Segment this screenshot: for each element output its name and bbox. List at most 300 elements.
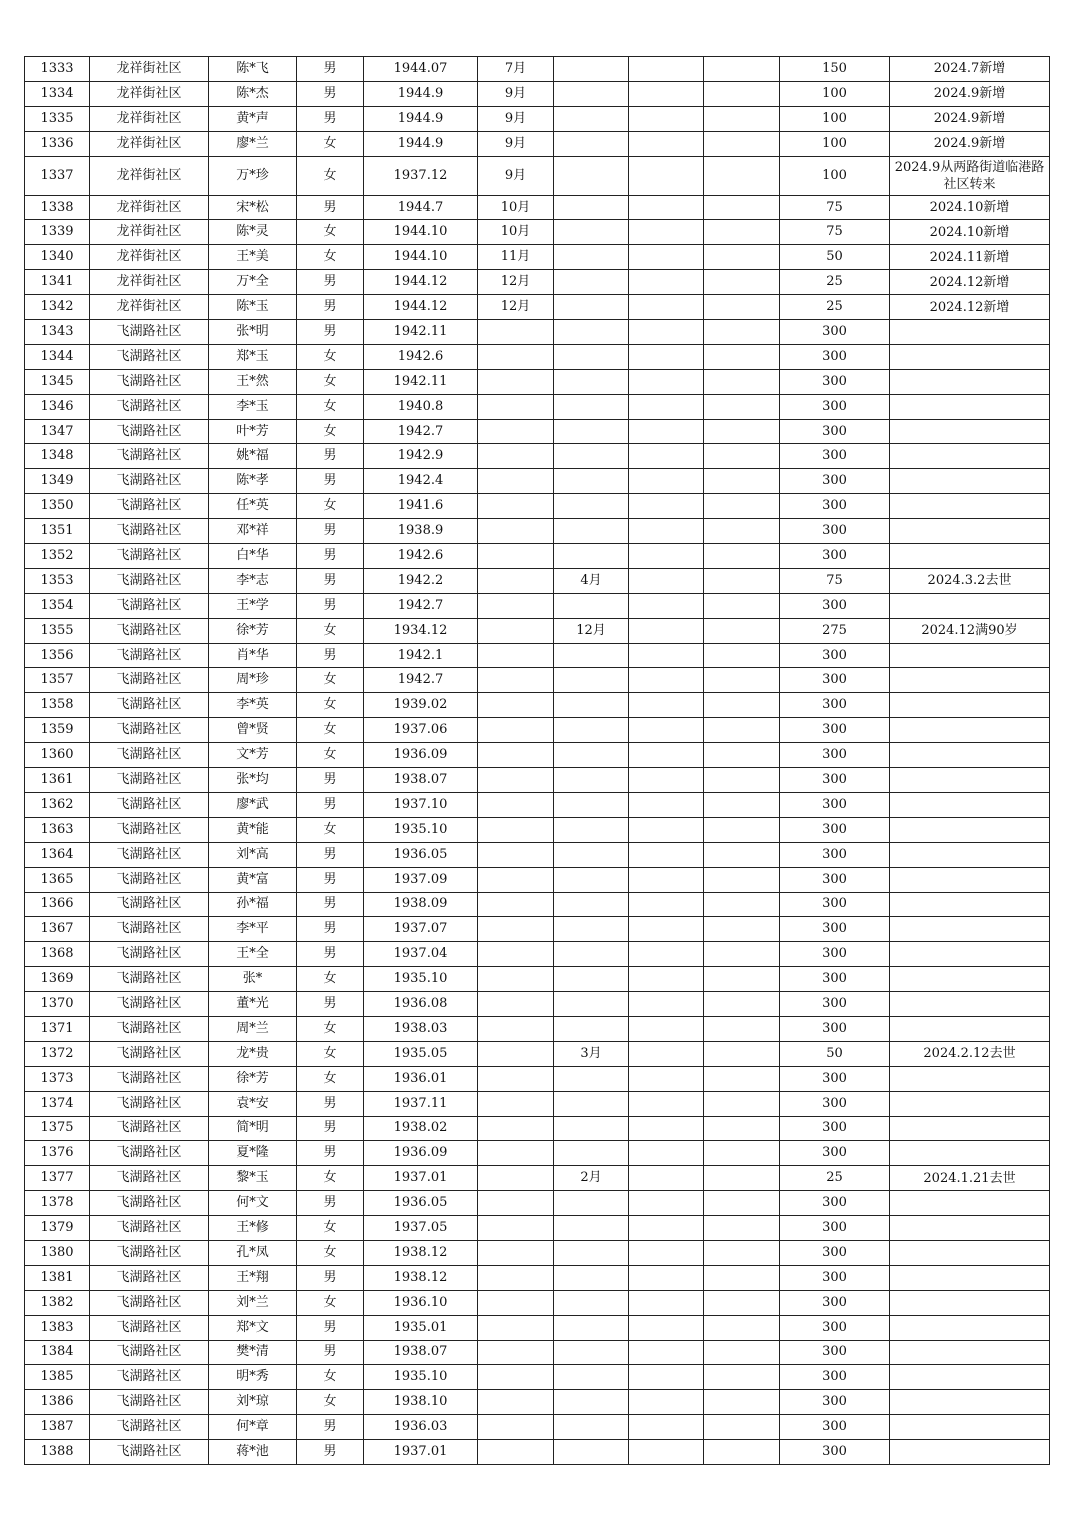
blank-cell-b <box>704 1041 780 1066</box>
end-month-cell <box>554 369 629 394</box>
blank-cell-b <box>704 643 780 668</box>
remark-cell <box>890 1290 1050 1315</box>
serial-number-cell: 1375 <box>25 1116 90 1141</box>
remark-cell <box>890 1265 1050 1290</box>
community-cell: 龙祥街社区 <box>90 220 209 245</box>
start-month-cell <box>478 643 554 668</box>
end-month-cell <box>554 768 629 793</box>
table-row <box>25 1091 1050 1116</box>
table-row <box>25 156 1050 195</box>
blank-cell-b <box>704 817 780 842</box>
remark-cell <box>890 992 1050 1017</box>
blank-cell-b <box>704 1216 780 1241</box>
name-cell: 王*修 <box>209 1216 297 1241</box>
serial-number-cell: 1387 <box>25 1415 90 1440</box>
name-cell: 陈*杰 <box>209 81 297 106</box>
blank-cell-a <box>629 1265 704 1290</box>
subsidy-table <box>24 56 1050 1465</box>
remark-cell <box>890 1415 1050 1440</box>
gender-cell: 女 <box>297 743 364 768</box>
remark-cell <box>890 693 1050 718</box>
community-cell: 龙祥街社区 <box>90 195 209 220</box>
name-cell: 张*均 <box>209 768 297 793</box>
community-cell: 飞湖路社区 <box>90 743 209 768</box>
end-month-cell <box>554 1390 629 1415</box>
table-row <box>25 195 1050 220</box>
gender-cell: 男 <box>297 1265 364 1290</box>
birth-date-cell: 1936.03 <box>364 1415 478 1440</box>
blank-cell-b <box>704 842 780 867</box>
start-month-cell <box>478 1166 554 1191</box>
gender-cell: 女 <box>297 1066 364 1091</box>
birth-date-cell: 1942.7 <box>364 668 478 693</box>
community-cell: 飞湖路社区 <box>90 643 209 668</box>
gender-cell: 男 <box>297 842 364 867</box>
table-row <box>25 1191 1050 1216</box>
gender-cell: 女 <box>297 1216 364 1241</box>
community-cell: 飞湖路社区 <box>90 1216 209 1241</box>
blank-cell-a <box>629 1141 704 1166</box>
start-month-cell <box>478 1390 554 1415</box>
name-cell: 肖*华 <box>209 643 297 668</box>
table-row <box>25 618 1050 643</box>
community-cell: 飞湖路社区 <box>90 1240 209 1265</box>
gender-cell: 男 <box>297 992 364 1017</box>
remark-cell <box>890 1390 1050 1415</box>
start-month-cell <box>478 1240 554 1265</box>
remark-cell <box>890 792 1050 817</box>
blank-cell-b <box>704 1290 780 1315</box>
end-month-cell <box>554 1315 629 1340</box>
serial-number-cell: 1371 <box>25 1016 90 1041</box>
start-month-cell <box>478 1066 554 1091</box>
blank-cell-a <box>629 419 704 444</box>
name-cell: 王*然 <box>209 369 297 394</box>
blank-cell-b <box>704 568 780 593</box>
birth-date-cell: 1938.09 <box>364 892 478 917</box>
serial-number-cell: 1363 <box>25 817 90 842</box>
end-month-cell <box>554 57 629 82</box>
gender-cell: 女 <box>297 693 364 718</box>
name-cell: 郑*玉 <box>209 344 297 369</box>
serial-number-cell: 1383 <box>25 1315 90 1340</box>
serial-number-cell: 1365 <box>25 867 90 892</box>
start-month-cell <box>478 1340 554 1365</box>
serial-number-cell: 1377 <box>25 1166 90 1191</box>
end-month-cell <box>554 1216 629 1241</box>
blank-cell-b <box>704 618 780 643</box>
blank-cell-a <box>629 1191 704 1216</box>
end-month-cell <box>554 917 629 942</box>
birth-date-cell: 1936.05 <box>364 1191 478 1216</box>
blank-cell-a <box>629 1166 704 1191</box>
start-month-cell <box>478 419 554 444</box>
blank-cell-a <box>629 544 704 569</box>
name-cell: 孙*福 <box>209 892 297 917</box>
serial-number-cell: 1351 <box>25 519 90 544</box>
name-cell: 陈*孝 <box>209 469 297 494</box>
serial-number-cell: 1356 <box>25 643 90 668</box>
start-month-cell: 9月 <box>478 81 554 106</box>
gender-cell: 男 <box>297 792 364 817</box>
serial-number-cell: 1368 <box>25 942 90 967</box>
table-row <box>25 131 1050 156</box>
blank-cell-a <box>629 593 704 618</box>
name-cell: 明*秀 <box>209 1365 297 1390</box>
start-month-cell <box>478 668 554 693</box>
table-row <box>25 57 1050 82</box>
table-row <box>25 1265 1050 1290</box>
table-row <box>25 668 1050 693</box>
serial-number-cell: 1345 <box>25 369 90 394</box>
community-cell: 飞湖路社区 <box>90 1091 209 1116</box>
blank-cell-b <box>704 1091 780 1116</box>
blank-cell-a <box>629 1290 704 1315</box>
end-month-cell <box>554 643 629 668</box>
community-cell: 飞湖路社区 <box>90 444 209 469</box>
remark-cell <box>890 817 1050 842</box>
blank-cell-a <box>629 245 704 270</box>
amount-cell: 300 <box>780 817 890 842</box>
community-cell: 飞湖路社区 <box>90 1041 209 1066</box>
community-cell: 飞湖路社区 <box>90 693 209 718</box>
blank-cell-b <box>704 394 780 419</box>
birth-date-cell: 1937.09 <box>364 867 478 892</box>
amount-cell: 25 <box>780 295 890 320</box>
blank-cell-a <box>629 743 704 768</box>
serial-number-cell: 1355 <box>25 618 90 643</box>
end-month-cell <box>554 270 629 295</box>
amount-cell: 50 <box>780 1041 890 1066</box>
amount-cell: 300 <box>780 369 890 394</box>
blank-cell-b <box>704 419 780 444</box>
end-month-cell <box>554 220 629 245</box>
amount-cell: 100 <box>780 156 890 195</box>
gender-cell: 男 <box>297 768 364 793</box>
birth-date-cell: 1938.12 <box>364 1240 478 1265</box>
start-month-cell <box>478 1091 554 1116</box>
amount-cell: 300 <box>780 419 890 444</box>
name-cell: 曾*贤 <box>209 718 297 743</box>
blank-cell-a <box>629 519 704 544</box>
end-month-cell <box>554 1016 629 1041</box>
blank-cell-b <box>704 1315 780 1340</box>
amount-cell: 300 <box>780 593 890 618</box>
birth-date-cell: 1934.12 <box>364 618 478 643</box>
blank-cell-a <box>629 81 704 106</box>
community-cell: 飞湖路社区 <box>90 544 209 569</box>
birth-date-cell: 1944.07 <box>364 57 478 82</box>
name-cell: 白*华 <box>209 544 297 569</box>
name-cell: 李*英 <box>209 693 297 718</box>
table-row <box>25 494 1050 519</box>
start-month-cell <box>478 320 554 345</box>
birth-date-cell: 1944.10 <box>364 220 478 245</box>
blank-cell-a <box>629 1016 704 1041</box>
amount-cell: 300 <box>780 668 890 693</box>
gender-cell: 女 <box>297 718 364 743</box>
end-month-cell <box>554 668 629 693</box>
community-cell: 飞湖路社区 <box>90 1290 209 1315</box>
gender-cell: 男 <box>297 519 364 544</box>
community-cell: 飞湖路社区 <box>90 942 209 967</box>
start-month-cell <box>478 544 554 569</box>
serial-number-cell: 1338 <box>25 195 90 220</box>
gender-cell: 男 <box>297 195 364 220</box>
community-cell: 飞湖路社区 <box>90 320 209 345</box>
start-month-cell <box>478 917 554 942</box>
table-row <box>25 917 1050 942</box>
amount-cell: 300 <box>780 1415 890 1440</box>
birth-date-cell: 1944.9 <box>364 81 478 106</box>
blank-cell-b <box>704 1191 780 1216</box>
gender-cell: 男 <box>297 1141 364 1166</box>
table-row <box>25 81 1050 106</box>
name-cell: 黄*能 <box>209 817 297 842</box>
serial-number-cell: 1379 <box>25 1216 90 1241</box>
serial-number-cell: 1366 <box>25 892 90 917</box>
start-month-cell <box>478 1216 554 1241</box>
remark-cell <box>890 1216 1050 1241</box>
name-cell: 简*明 <box>209 1116 297 1141</box>
name-cell: 任*英 <box>209 494 297 519</box>
name-cell: 王*全 <box>209 942 297 967</box>
blank-cell-a <box>629 1091 704 1116</box>
birth-date-cell: 1938.07 <box>364 1340 478 1365</box>
name-cell: 郑*文 <box>209 1315 297 1340</box>
table-row <box>25 1216 1050 1241</box>
remark-cell: 2024.3.2去世 <box>890 568 1050 593</box>
start-month-cell <box>478 718 554 743</box>
end-month-cell <box>554 1265 629 1290</box>
gender-cell: 女 <box>297 817 364 842</box>
end-month-cell: 4月 <box>554 568 629 593</box>
name-cell: 何*章 <box>209 1415 297 1440</box>
gender-cell: 男 <box>297 469 364 494</box>
amount-cell: 75 <box>780 195 890 220</box>
community-cell: 飞湖路社区 <box>90 1016 209 1041</box>
gender-cell: 女 <box>297 394 364 419</box>
birth-date-cell: 1935.10 <box>364 817 478 842</box>
end-month-cell: 2月 <box>554 1166 629 1191</box>
end-month-cell <box>554 344 629 369</box>
amount-cell: 300 <box>780 942 890 967</box>
serial-number-cell: 1333 <box>25 57 90 82</box>
birth-date-cell: 1937.07 <box>364 917 478 942</box>
blank-cell-b <box>704 369 780 394</box>
remark-cell <box>890 917 1050 942</box>
blank-cell-b <box>704 245 780 270</box>
blank-cell-b <box>704 1016 780 1041</box>
table-row <box>25 1440 1050 1465</box>
end-month-cell <box>554 1415 629 1440</box>
table-row <box>25 693 1050 718</box>
name-cell: 龙*贵 <box>209 1041 297 1066</box>
end-month-cell <box>554 842 629 867</box>
end-month-cell <box>554 1365 629 1390</box>
amount-cell: 100 <box>780 131 890 156</box>
amount-cell: 100 <box>780 81 890 106</box>
start-month-cell <box>478 1365 554 1390</box>
amount-cell: 300 <box>780 494 890 519</box>
blank-cell-a <box>629 842 704 867</box>
name-cell: 刘*高 <box>209 842 297 867</box>
start-month-cell <box>478 1265 554 1290</box>
birth-date-cell: 1942.4 <box>364 469 478 494</box>
start-month-cell: 7月 <box>478 57 554 82</box>
serial-number-cell: 1385 <box>25 1365 90 1390</box>
blank-cell-a <box>629 131 704 156</box>
remark-cell: 2024.12新增 <box>890 270 1050 295</box>
amount-cell: 300 <box>780 1240 890 1265</box>
blank-cell-b <box>704 469 780 494</box>
gender-cell: 男 <box>297 444 364 469</box>
birth-date-cell: 1938.10 <box>364 1390 478 1415</box>
end-month-cell <box>554 1440 629 1465</box>
start-month-cell <box>478 494 554 519</box>
start-month-cell <box>478 892 554 917</box>
end-month-cell <box>554 792 629 817</box>
blank-cell-b <box>704 693 780 718</box>
name-cell: 夏*隆 <box>209 1141 297 1166</box>
blank-cell-a <box>629 195 704 220</box>
name-cell: 万*全 <box>209 270 297 295</box>
blank-cell-b <box>704 867 780 892</box>
amount-cell: 75 <box>780 220 890 245</box>
serial-number-cell: 1358 <box>25 693 90 718</box>
gender-cell: 男 <box>297 1091 364 1116</box>
birth-date-cell: 1936.05 <box>364 842 478 867</box>
blank-cell-b <box>704 57 780 82</box>
blank-cell-b <box>704 917 780 942</box>
start-month-cell <box>478 519 554 544</box>
amount-cell: 300 <box>780 892 890 917</box>
blank-cell-a <box>629 344 704 369</box>
remark-cell: 2024.9从两路街道临港路社区转来 <box>890 156 1050 195</box>
community-cell: 飞湖路社区 <box>90 1141 209 1166</box>
start-month-cell <box>478 394 554 419</box>
birth-date-cell: 1944.12 <box>364 270 478 295</box>
remark-cell: 2024.9新增 <box>890 131 1050 156</box>
start-month-cell <box>478 792 554 817</box>
blank-cell-a <box>629 1415 704 1440</box>
birth-date-cell: 1942.2 <box>364 568 478 593</box>
blank-cell-b <box>704 320 780 345</box>
serial-number-cell: 1357 <box>25 668 90 693</box>
blank-cell-b <box>704 792 780 817</box>
community-cell: 飞湖路社区 <box>90 394 209 419</box>
blank-cell-b <box>704 81 780 106</box>
end-month-cell <box>554 195 629 220</box>
end-month-cell <box>554 544 629 569</box>
blank-cell-b <box>704 1166 780 1191</box>
start-month-cell <box>478 1141 554 1166</box>
blank-cell-b <box>704 768 780 793</box>
remark-cell <box>890 1340 1050 1365</box>
remark-cell <box>890 718 1050 743</box>
gender-cell: 男 <box>297 942 364 967</box>
gender-cell: 女 <box>297 156 364 195</box>
birth-date-cell: 1942.11 <box>364 369 478 394</box>
start-month-cell: 10月 <box>478 195 554 220</box>
remark-cell: 2024.1.21去世 <box>890 1166 1050 1191</box>
blank-cell-a <box>629 668 704 693</box>
start-month-cell <box>478 743 554 768</box>
serial-number-cell: 1343 <box>25 320 90 345</box>
community-cell: 飞湖路社区 <box>90 1191 209 1216</box>
remark-cell <box>890 942 1050 967</box>
remark-cell <box>890 494 1050 519</box>
remark-cell <box>890 668 1050 693</box>
birth-date-cell: 1942.11 <box>364 320 478 345</box>
name-cell: 董*光 <box>209 992 297 1017</box>
serial-number-cell: 1335 <box>25 106 90 131</box>
remark-cell: 2024.12新增 <box>890 295 1050 320</box>
gender-cell: 男 <box>297 917 364 942</box>
serial-number-cell: 1367 <box>25 917 90 942</box>
name-cell: 刘*琼 <box>209 1390 297 1415</box>
serial-number-cell: 1350 <box>25 494 90 519</box>
start-month-cell <box>478 842 554 867</box>
start-month-cell <box>478 867 554 892</box>
community-cell: 飞湖路社区 <box>90 792 209 817</box>
amount-cell: 300 <box>780 320 890 345</box>
blank-cell-b <box>704 295 780 320</box>
birth-date-cell: 1937.04 <box>364 942 478 967</box>
end-month-cell <box>554 295 629 320</box>
birth-date-cell: 1937.05 <box>364 1216 478 1241</box>
remark-cell <box>890 867 1050 892</box>
gender-cell: 男 <box>297 320 364 345</box>
end-month-cell <box>554 1290 629 1315</box>
remark-cell <box>890 1116 1050 1141</box>
community-cell: 飞湖路社区 <box>90 817 209 842</box>
amount-cell: 300 <box>780 1340 890 1365</box>
serial-number-cell: 1342 <box>25 295 90 320</box>
table-row <box>25 942 1050 967</box>
remark-cell <box>890 369 1050 394</box>
amount-cell: 300 <box>780 394 890 419</box>
name-cell: 万*珍 <box>209 156 297 195</box>
gender-cell: 女 <box>297 1390 364 1415</box>
blank-cell-a <box>629 106 704 131</box>
table-row <box>25 1340 1050 1365</box>
end-month-cell <box>554 1340 629 1365</box>
blank-cell-a <box>629 295 704 320</box>
serial-number-cell: 1373 <box>25 1066 90 1091</box>
birth-date-cell: 1944.10 <box>364 245 478 270</box>
serial-number-cell: 1337 <box>25 156 90 195</box>
serial-number-cell: 1359 <box>25 718 90 743</box>
blank-cell-b <box>704 519 780 544</box>
amount-cell: 300 <box>780 1440 890 1465</box>
birth-date-cell: 1938.9 <box>364 519 478 544</box>
amount-cell: 300 <box>780 344 890 369</box>
remark-cell: 2024.2.12去世 <box>890 1041 1050 1066</box>
blank-cell-a <box>629 394 704 419</box>
birth-date-cell: 1944.7 <box>364 195 478 220</box>
serial-number-cell: 1380 <box>25 1240 90 1265</box>
remark-cell <box>890 544 1050 569</box>
birth-date-cell: 1940.8 <box>364 394 478 419</box>
start-month-cell <box>478 344 554 369</box>
blank-cell-a <box>629 992 704 1017</box>
birth-date-cell: 1939.02 <box>364 693 478 718</box>
blank-cell-a <box>629 320 704 345</box>
serial-number-cell: 1340 <box>25 245 90 270</box>
start-month-cell <box>478 992 554 1017</box>
blank-cell-b <box>704 1066 780 1091</box>
